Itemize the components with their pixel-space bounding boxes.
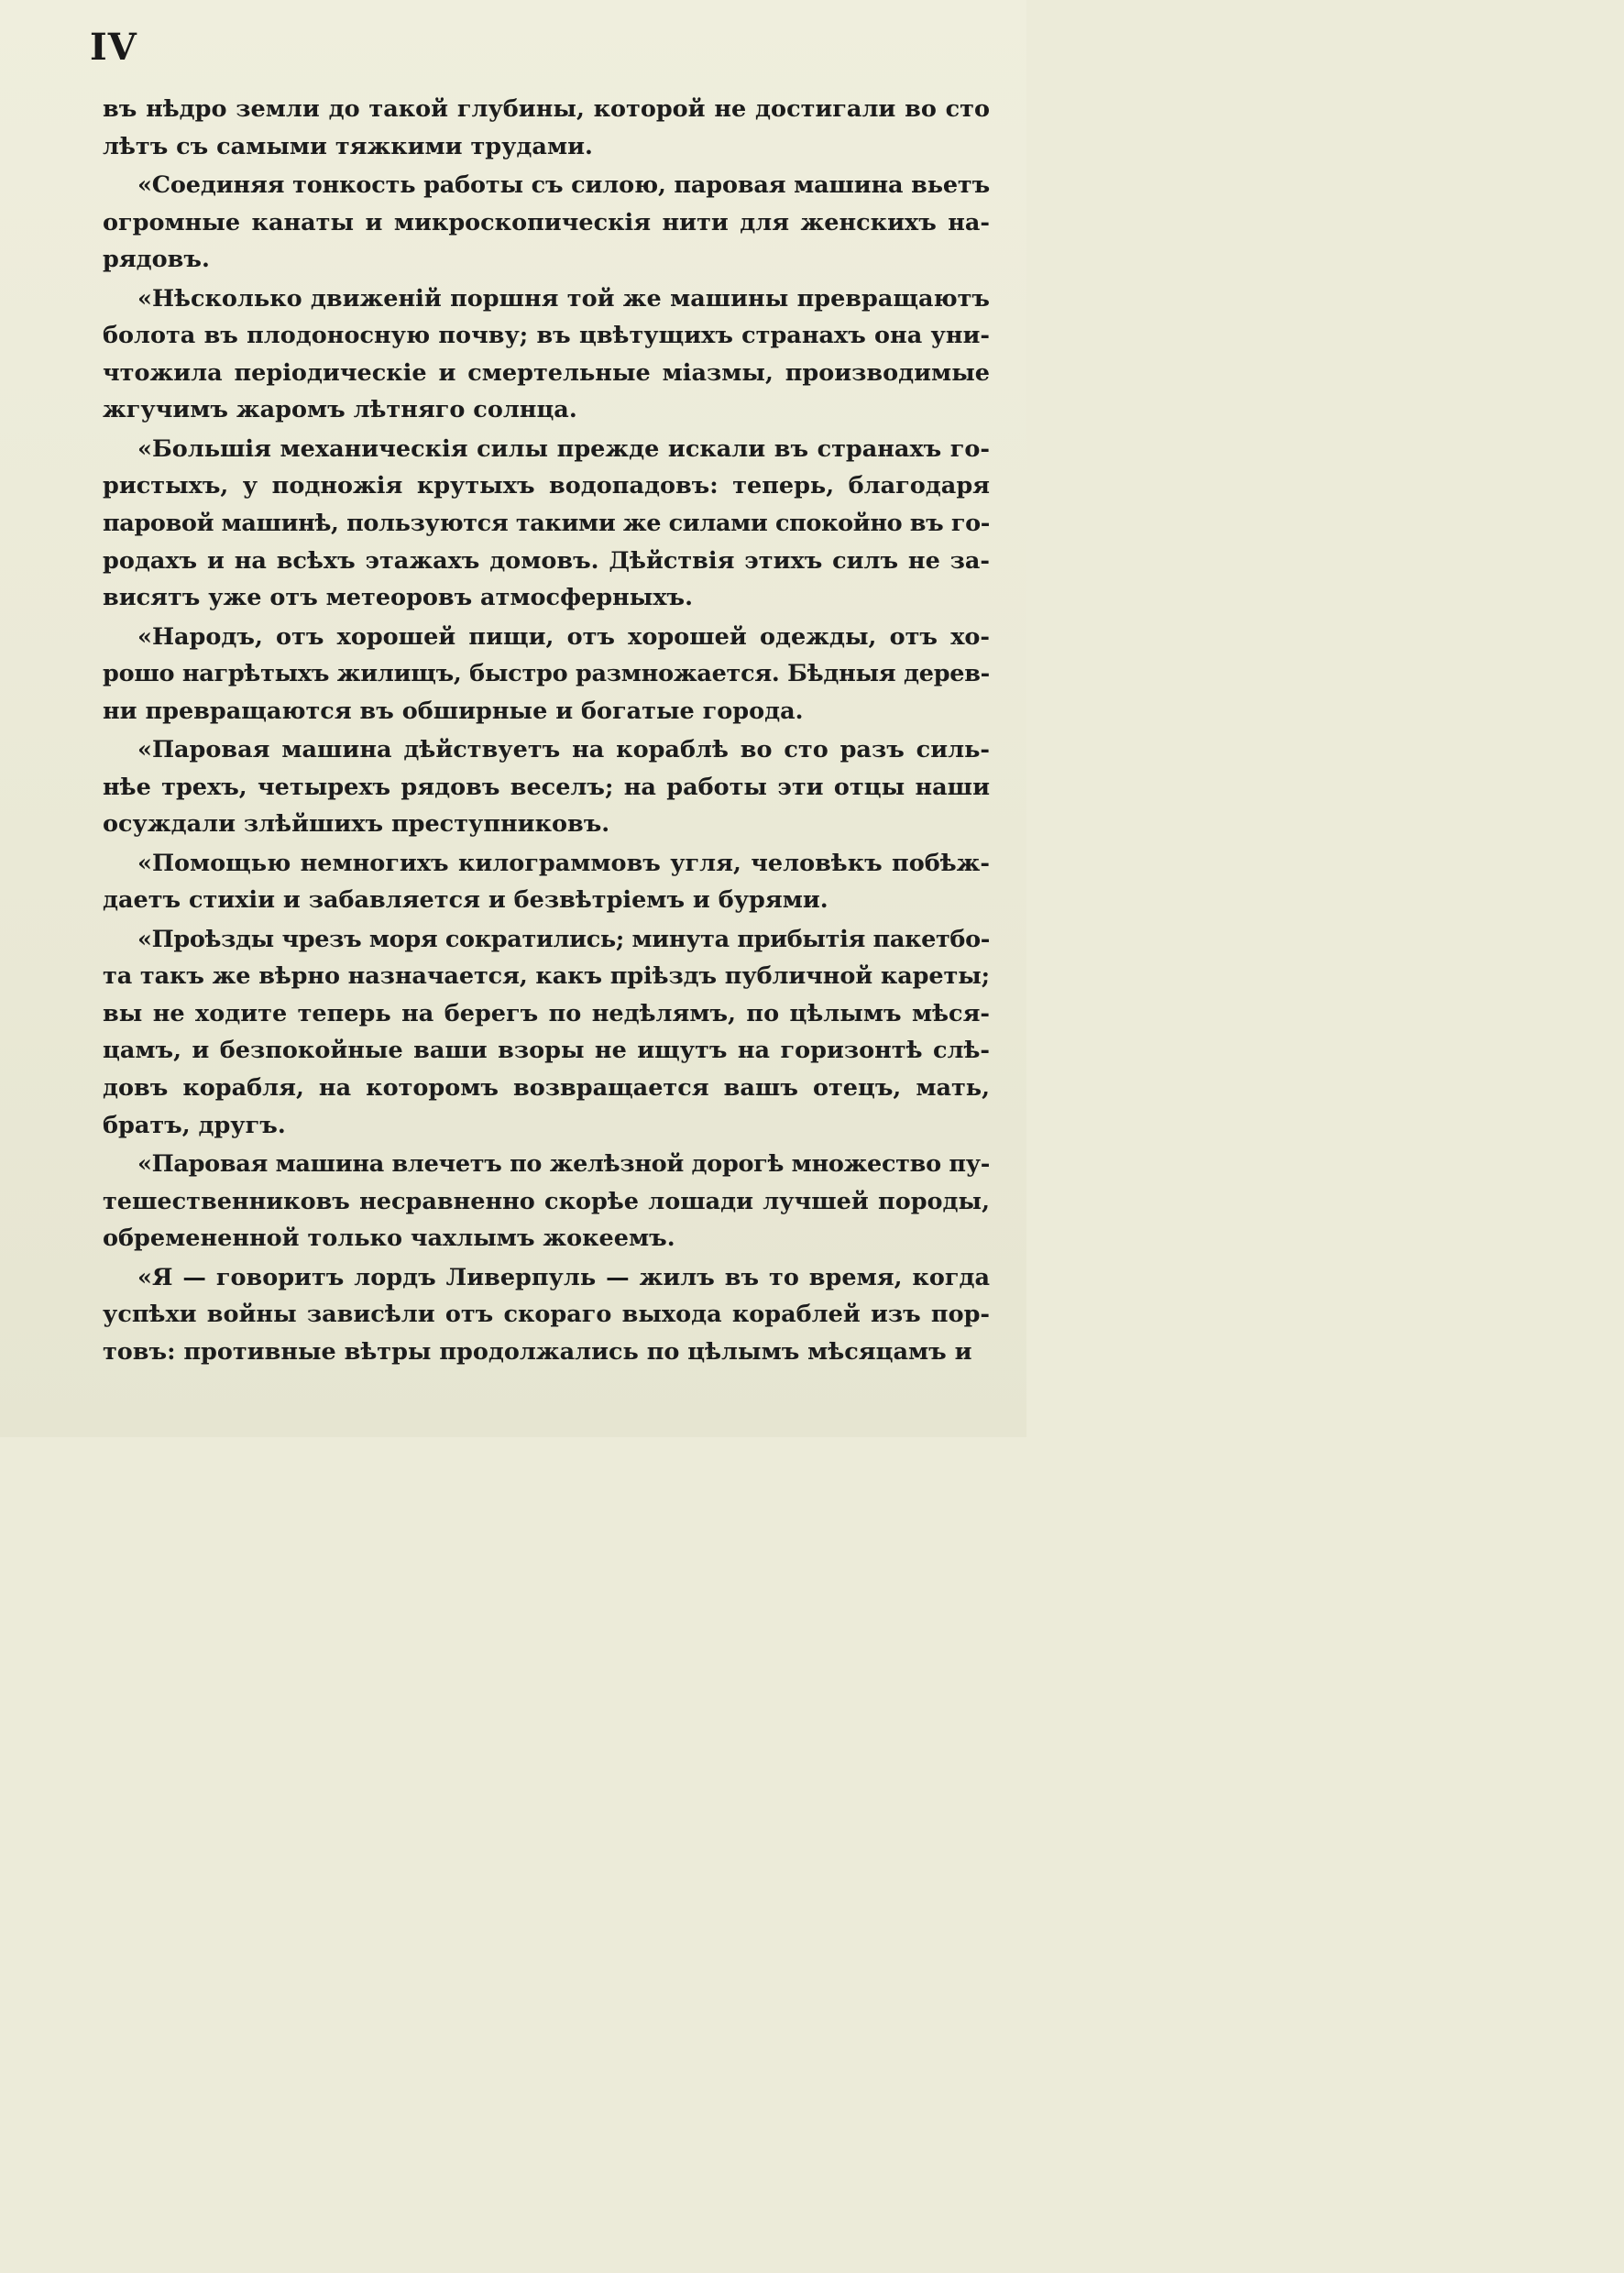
book-page	[0, 0, 1026, 1437]
text-line: огромные канаты и микроскопическія нити для женскихъ на-	[103, 208, 990, 236]
text-line: лѣтъ съ самыми тяжкими трудами.	[103, 132, 593, 160]
paragraph	[103, 1146, 990, 1257]
text-line: «Нѣсколько движеній поршня той же машины превращаютъ	[137, 284, 990, 313]
text-line: висятъ уже отъ метеоровъ атмосферныхъ.	[103, 584, 693, 612]
paragraph	[103, 167, 990, 279]
text-line: «Большія механическія силы прежде искали въ странахъ го-	[137, 434, 990, 463]
page-number: IV	[90, 26, 137, 69]
paragraph	[103, 91, 990, 165]
paragraph	[103, 431, 990, 617]
text-line: даетъ стихіи и забавляется и безвѣтріемъ и бурями.	[103, 886, 828, 915]
page-text	[103, 91, 990, 1370]
text-line: ни превращаются въ обширные и богатые города.	[103, 697, 804, 725]
text-line: довъ корабля, на которомъ возвращается вашъ отецъ, мать,	[103, 1074, 990, 1103]
text-line: «Паровая машина влечетъ по желѣзной дорогѣ множество пу-	[137, 1150, 990, 1178]
paragraph	[103, 1259, 990, 1371]
text-line: болота въ плодоносную почву; въ цвѣтущихъ странахъ она уни-	[103, 322, 990, 350]
text-line: «Я — говоритъ лордъ Ливерпуль — жилъ въ то время, когда	[137, 1263, 990, 1291]
text-line: та такъ же вѣрно назначается, какъ пріѣздъ публичной кареты;	[103, 962, 990, 991]
text-line: братъ, другъ.	[103, 1111, 286, 1139]
paragraph	[103, 619, 990, 730]
text-line: ристыхъ, у подножія крутыхъ водопадовъ: теперь, благодаря	[103, 472, 990, 500]
text-line: тешественниковъ несравненно скорѣе лошади лучшей породы,	[103, 1187, 990, 1215]
text-line: товъ: противные вѣтры продолжались по цѣлымъ мѣсяцамъ и	[103, 1337, 972, 1366]
paragraph	[103, 280, 990, 429]
text-line: осуждали злѣйшихъ преступниковъ.	[103, 810, 610, 839]
text-line: чтожила періодическіе и смертельные міазмы, производимые	[103, 358, 990, 387]
text-line: родахъ и на всѣхъ этажахъ домовъ. Дѣйствія этихъ силъ не за-	[103, 546, 990, 575]
text-line: рядовъ.	[103, 246, 210, 274]
paragraph	[103, 845, 990, 919]
text-line: успѣхи войны зависѣли отъ скораго выхода кораблей изъ пор-	[103, 1301, 990, 1329]
text-line: нѣе трехъ, четырехъ рядовъ веселъ; на работы эти отцы наши	[103, 773, 990, 801]
text-line: вы не ходите теперь на берегъ по недѣлямъ, по цѣлымъ мѣся-	[103, 999, 990, 1027]
text-line: «Паровая машина дѣйствуетъ на кораблѣ во сто разъ силь-	[137, 736, 990, 764]
text-line: жгучимъ жаромъ лѣтняго солнца.	[103, 396, 577, 424]
text-line: цамъ, и безпокойные ваши взоры не ищутъ на горизонтѣ слѣ-	[103, 1037, 990, 1065]
text-line: «Соединяя тонкость работы съ силою, паровая машина вьетъ	[137, 170, 990, 199]
text-line: «Народъ, отъ хорошей пищи, отъ хорошей одежды, отъ хо-	[137, 622, 990, 651]
paragraph	[103, 731, 990, 843]
text-line: «Проѣзды чрезъ моря сократились; минута прибытія пакетбо-	[137, 925, 991, 953]
text-line: рошо нагрѣтыхъ жилищъ, быстро размножается. Бѣдныя дерев-	[103, 660, 991, 688]
text-line: паровой машинѣ, пользуются такими же силами спокойно въ го-	[103, 509, 991, 537]
text-line: «Помощью немногихъ килограммовъ угля, человѣкъ побѣж-	[137, 849, 990, 877]
text-line: обремененной только чахлымъ жокеемъ.	[103, 1224, 675, 1253]
paragraph	[103, 921, 990, 1145]
text-line: въ нѣдро земли до такой глубины, которой не достигали во сто	[103, 95, 990, 123]
